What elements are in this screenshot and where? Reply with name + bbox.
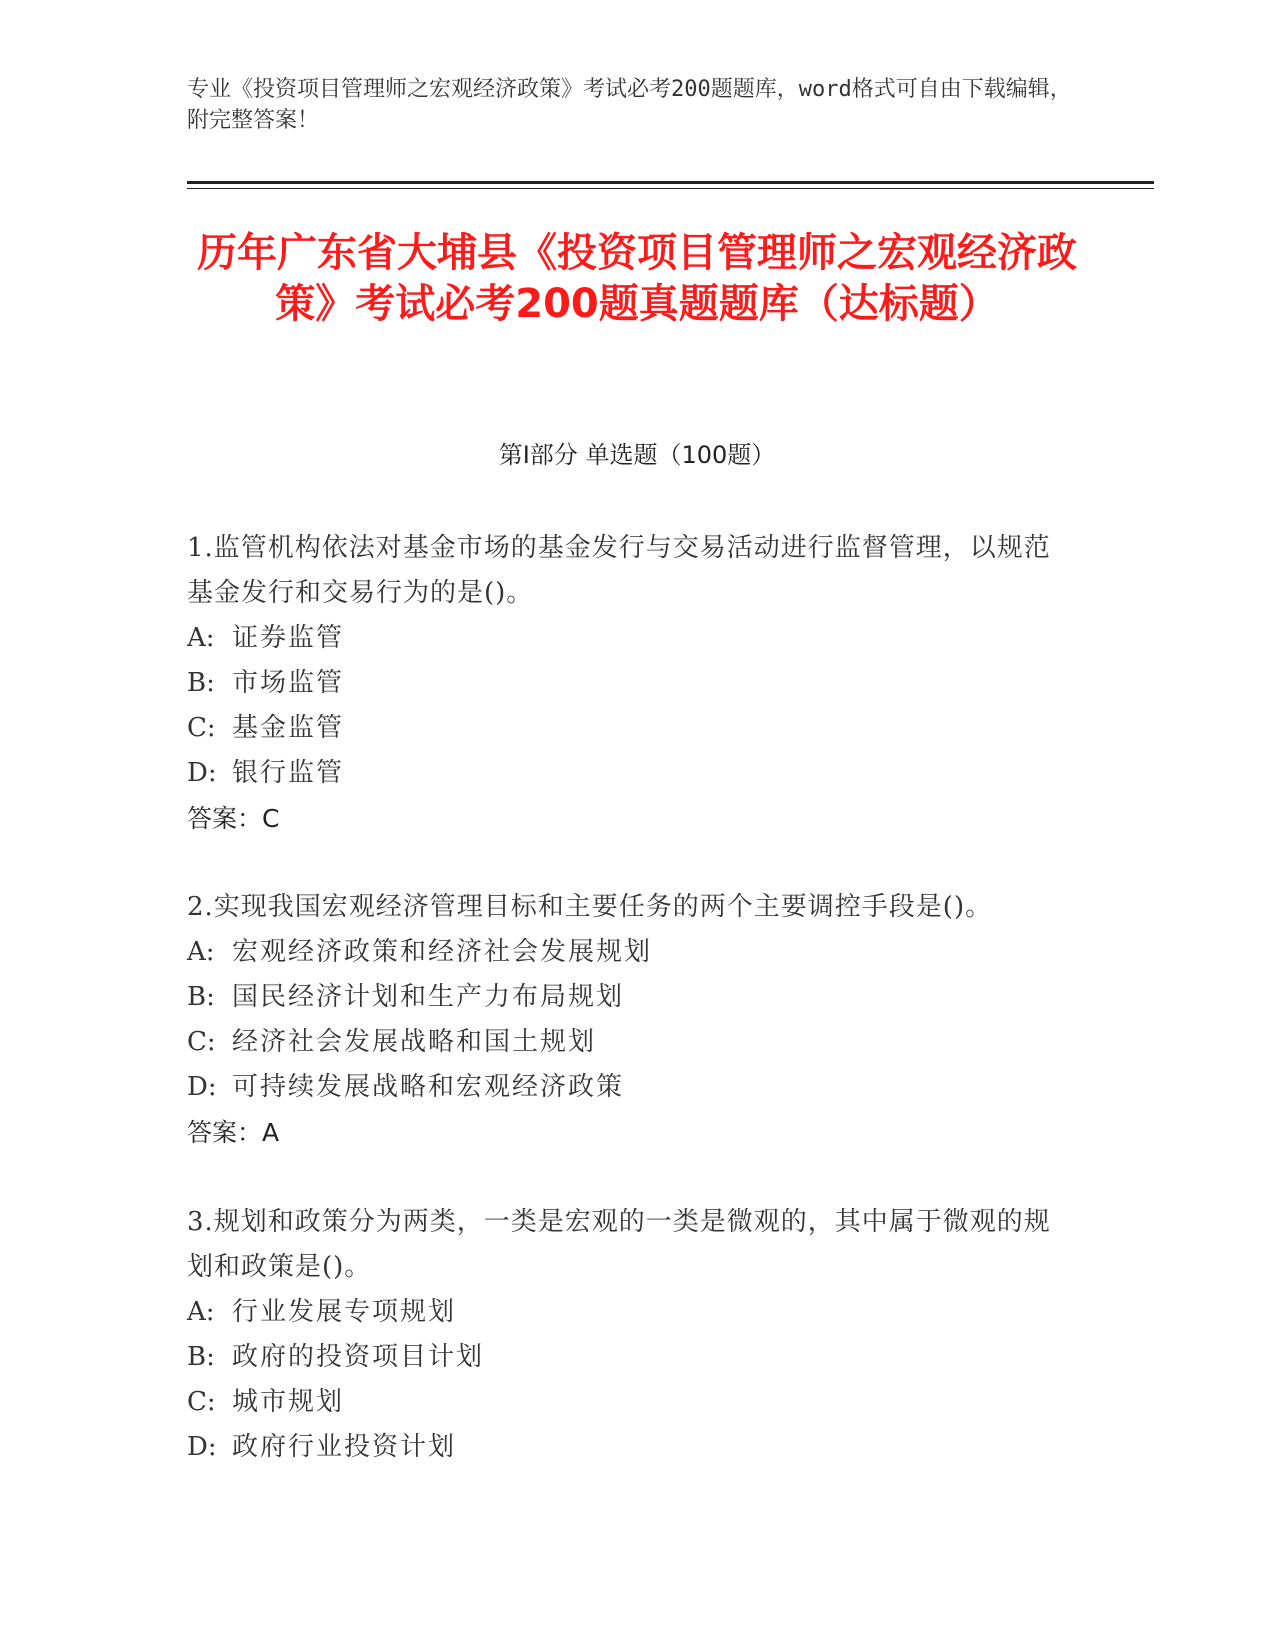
document-title: 历年广东省大埔县《投资项目管理师之宏观经济政策》考试必考200题真题题库（达标题） [197,230,1077,327]
option-letter: D: [187,1072,217,1102]
option-d [187,1065,1067,1110]
option-c [187,1020,1067,1065]
option-letter: B: [187,982,215,1012]
question-stem: 3.规划和政策分为两类，一类是宏观的一类是微观的，其中属于微观的规划和政策是()。 [187,1207,1051,1282]
question-3 [187,1200,1067,1470]
option-text: 行业发展专项规划 [232,1297,457,1327]
option-letter: C: [187,1027,216,1057]
header-note: 专业《投资项目管理师之宏观经济政策》考试必考200题题库，word格式可自由下载编辑，附完整答案！ [187,77,1072,133]
option-text: 城市规划 [232,1387,345,1417]
option-text: 基金监管 [232,713,345,743]
option-a [187,1290,1067,1335]
option-letter: C: [187,713,216,743]
option-text: 证券监管 [232,623,345,653]
option-letter: D: [187,1432,217,1462]
option-text: 可持续发展战略和宏观经济政策 [232,1072,625,1102]
answer: 答案：C [187,804,280,833]
option-text: 国民经济计划和生产力布局规划 [232,982,625,1012]
question-stem: 2.实现我国宏观经济管理目标和主要任务的两个主要调控手段是()。 [187,892,993,922]
option-a [187,930,1067,975]
option-letter: C: [187,1387,216,1417]
option-b [187,661,1067,706]
option-letter: A: [187,1297,215,1327]
section-heading: 第I部分 单选题（100题） [498,441,776,469]
option-text: 政府行业投资计划 [232,1432,457,1462]
option-d [187,1425,1067,1470]
option-b [187,1335,1067,1380]
question-stem: 1.监管机构依法对基金市场的基金发行与交易活动进行监督管理，以规范基金发行和交易行为的是()。 [187,533,1051,608]
option-text: 市场监管 [232,668,345,698]
option-text: 政府的投资项目计划 [232,1342,485,1372]
option-c [187,1380,1067,1425]
option-c [187,706,1067,751]
header-divider-thick [187,181,1154,184]
option-letter: D: [187,758,217,788]
option-text: 经济社会发展战略和国土规划 [232,1027,597,1057]
option-letter: B: [187,1342,215,1372]
question-1 [187,526,1067,841]
option-a [187,616,1067,661]
option-text: 宏观经济政策和经济社会发展规划 [232,937,653,967]
option-b [187,975,1067,1020]
header-divider-thin [187,188,1154,189]
option-letter: B: [187,668,215,698]
option-letter: A: [187,623,215,653]
question-2 [187,885,1067,1155]
option-letter: A: [187,937,215,967]
answer: 答案：A [187,1118,280,1147]
option-d [187,751,1067,796]
option-text: 银行监管 [232,758,345,788]
